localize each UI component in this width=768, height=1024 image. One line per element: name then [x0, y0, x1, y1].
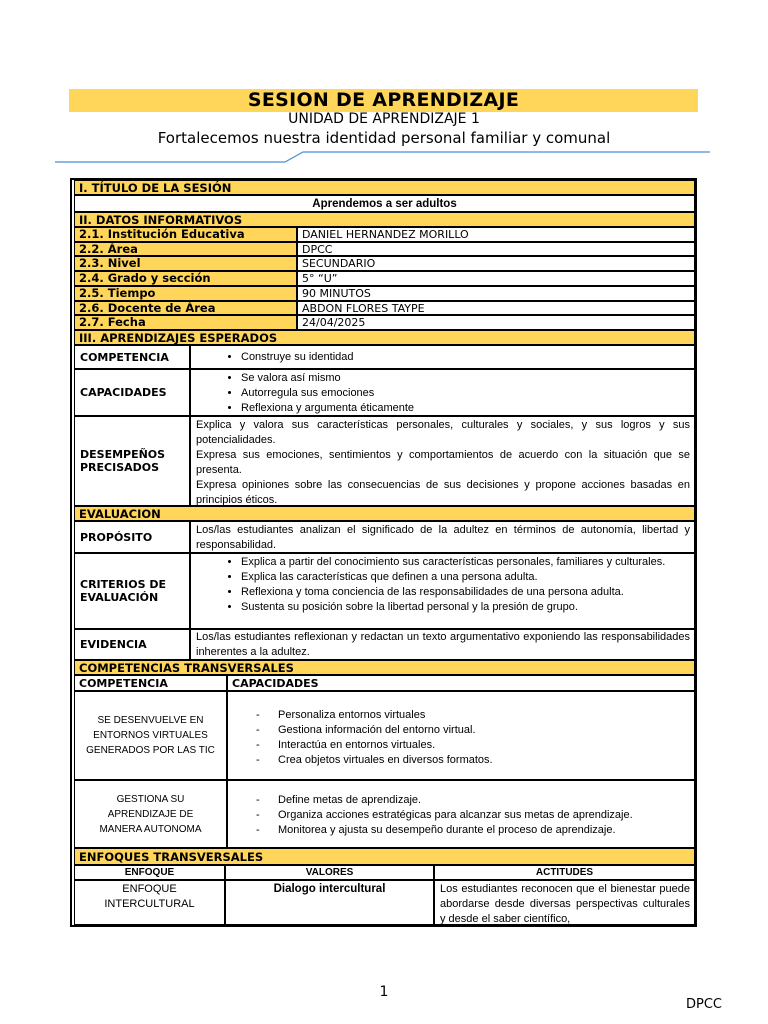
capacidad-item: • Autorregula sus emociones [241, 386, 694, 401]
transversal-capacidad-item: - Gestiona información del entorno virtual. [278, 723, 694, 738]
capacidades-cell [190, 369, 695, 416]
unit-title: UNIDAD DE APRENDIZAJE 1 [288, 111, 480, 127]
criterios-cell [190, 553, 695, 629]
desempeno-text: Explica y valora sus características personales, culturales y sociales, y sus logros y sus potencialidades. [196, 419, 690, 446]
datos-value: DPCC [297, 242, 695, 256]
transversal-capacidades-cell [227, 780, 695, 848]
capacidad-item: • Reflexiona y argumenta éticamente [241, 401, 694, 416]
transversales-col-capacidades: CAPACIDADES [227, 675, 695, 691]
capacidad-item: • Se valora así mismo [241, 371, 694, 386]
section-datos-header: II. DATOS INFORMATIVOS [74, 212, 695, 227]
proposito-text: Los/las estudiantes analizan el significado de la adultez en términos de autonomía, libertad y responsabilidad. [190, 521, 695, 553]
competencia-item: • Construye su identidad [241, 350, 694, 365]
enfoques-col-valores: VALORES [225, 865, 434, 880]
section-titulo-header: I. TÍTULO DE LA SESIÓN [74, 180, 695, 195]
criterio-item: • Explica a partir del conocimiento sus características personales, familiares y culturales. [241, 555, 694, 570]
section-enfoques-header: ENFOQUES TRANSVERSALES [74, 848, 695, 865]
transversal-competencia: SE DESENVUELVE EN ENTORNOS VIRTUALES GENERADOS POR LAS TIC [74, 691, 227, 780]
datos-label: 2.3. Nivel [74, 256, 297, 271]
enfoque-valor: Dialogo intercultural [225, 880, 434, 925]
transversales-col-competencia: COMPETENCIA [74, 675, 227, 691]
datos-value: 90 MINUTOS [297, 286, 695, 301]
page-number: 1 [379, 984, 389, 1000]
section-transversales-header: COMPETENCIAS TRANSVERSALES [74, 660, 695, 675]
datos-label: 2.2. Área [74, 242, 297, 256]
desempeno-text: Expresa opiniones sobre las consecuencias de sus decisiones y propone acciones basadas en principios éticos. [196, 479, 690, 506]
document-title: SESION DE APRENDIZAJE [69, 89, 698, 112]
desempenos-label: DESEMPEÑOS PRECISADOS [74, 416, 190, 506]
section-evaluacion-header: EVALUACION [74, 506, 695, 521]
transversal-capacidad-item: - Crea objetos virtuales en diversos formatos. [278, 753, 694, 768]
criterio-item: • Explica las características que definen a una persona adulta. [241, 570, 694, 585]
competencia-cell [190, 345, 695, 369]
evidencia-text: Los/las estudiantes reflexionan y redactan un texto argumentativo exponiendo las responsabilidades inherentes a la adultez. [190, 629, 695, 660]
unit-subtitle: Fortalecemos nuestra identidad personal familiar y comunal [157, 129, 611, 147]
datos-value: 24/04/2025 [297, 315, 695, 330]
transversal-capacidad-item: - Organiza acciones estratégicas para alcanzar sus metas de aprendizaje. [278, 808, 694, 823]
capacidades-label: CAPACIDADES [74, 369, 190, 416]
transversal-capacidad-item: - Monitorea y ajusta su desempeño durante el proceso de aprendizaje. [278, 823, 694, 838]
competencia-label: COMPETENCIA [74, 345, 190, 369]
datos-label: 2.5. Tiempo [74, 286, 297, 301]
datos-value: ABDON FLORES TAYPE [297, 301, 695, 315]
criterio-item: • Sustenta su posición sobre la libertad personal y la presión de grupo. [241, 600, 694, 615]
desempenos-cell [190, 416, 695, 506]
transversal-competencia: GESTIONA SU APRENDIZAJE DE MANERA AUTONOMA [74, 780, 227, 848]
transversal-capacidad-item: - Define metas de aprendizaje. [278, 793, 694, 808]
section-aprendizajes-header: III. APRENDIZAJES ESPERADOS [74, 330, 695, 345]
session-title-value: Aprendemos a ser adultos [74, 195, 695, 212]
enfoque-actitud: Los estudiantes reconocen que el bienestar puede abordarse desde diversas perspectivas culturales y desde el saber científico, [434, 880, 695, 925]
enfoques-col-enfoque: ENFOQUE [74, 865, 225, 880]
datos-label: 2.7. Fecha [74, 315, 297, 330]
criterio-item: • Reflexiona y toma conciencia de las responsabilidades de una persona adulta. [241, 585, 694, 600]
desempeno-text: Expresa sus emociones, sentimientos y comportamientos de acuerdo con la situación que se presenta. [196, 449, 690, 476]
datos-label: 2.1. Institución Educativa [74, 227, 297, 242]
proposito-label: PROPÓSITO [74, 521, 190, 553]
enfoque-name: ENFOQUE INTERCULTURAL [74, 880, 225, 925]
transversal-capacidad-item: - Interactúa en entornos virtuales. [278, 738, 694, 753]
decorative-divider [55, 150, 710, 164]
footer-area: DPCC [686, 997, 723, 1012]
datos-value: DANIEL HERNANDEZ MORILLO [297, 227, 695, 242]
evidencia-label: EVIDENCIA [74, 629, 190, 660]
datos-value: SECUNDARIO [297, 256, 695, 271]
datos-label: 2.6. Docente de Área [74, 301, 297, 315]
criterios-label: CRITERIOS DE EVALUACIÓN [74, 553, 190, 629]
datos-label: 2.4. Grado y sección [74, 271, 297, 286]
transversal-capacidad-item: - Personaliza entornos virtuales [278, 708, 694, 723]
enfoques-col-actitudes: ACTITUDES [434, 865, 695, 880]
transversal-capacidades-cell [227, 691, 695, 780]
datos-value: 5° “U” [297, 271, 695, 286]
